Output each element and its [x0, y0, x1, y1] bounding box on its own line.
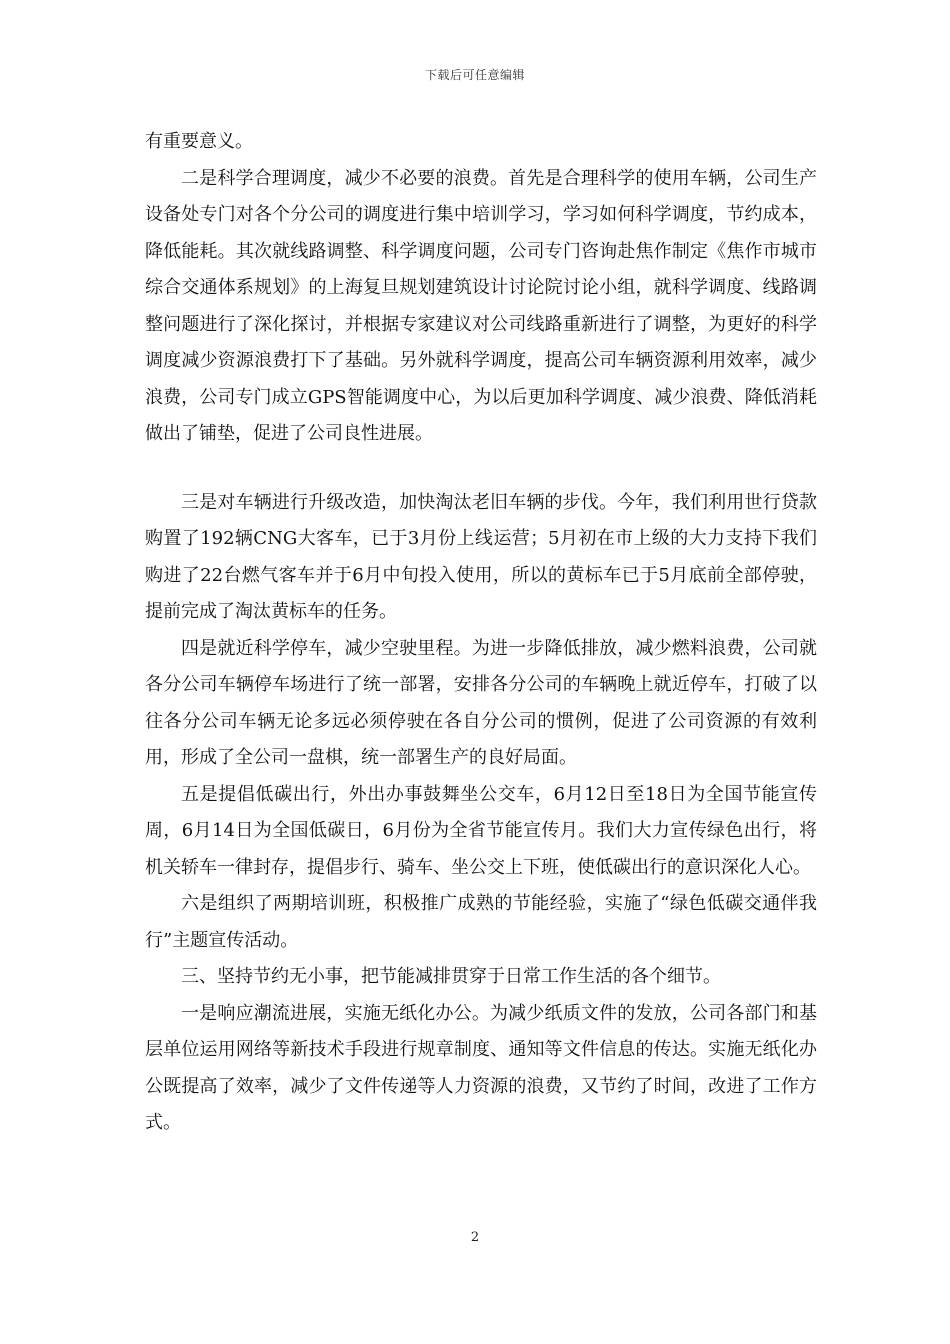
paragraph-vehicle-upgrade: 三是对车辆进行升级改造，加快淘汰老旧车辆的步伐。今年，我们利用世行贷款购置了192辆CNG大客车，已于3月份上线运营；5月初在市上级的大力支持下我们购进了22台燃气客车并于6月中旬投入使用，所以的黄标车已于5月底前全部停驶，提前完成了淘汰黄标车的任务。	[145, 491, 817, 622]
paragraph-parking: 四是就近科学停车，减少空驶里程。为进一步降低排放，减少燃料浪费，公司就各分公司车辆停车场进行了统一部署，安排各分公司的车辆晚上就近停车，打破了以往各分公司车辆无论多远必须停驶在各自分公司的惯例，促进了公司资源的有效利用，形成了全公司一盘棋，统一部署生产的良好局面。	[145, 637, 817, 768]
paragraph-gap	[145, 453, 817, 485]
paragraph-training: 六是组织了两期培训班，积极推广成熟的节能经验，实施了“绿色低碳交通伴我行”主题宣传活动。	[145, 893, 817, 951]
paragraph-continuation: 有重要意义。	[145, 131, 253, 152]
section-heading-three: 三、坚持节约无小事，把节能减排贯穿于日常工作生活的各个细节。	[181, 966, 721, 987]
page-header: 下载后可任意编辑	[424, 68, 525, 82]
paragraph-paperless: 一是响应潮流进展，实施无纸化办公。为减少纸质文件的发放，公司各部门和基层单位运用网络等新技术手段进行规章制度、通知等文件信息的传达。实施无纸化办公既提高了效率，减少了文件传递等人力资源的浪费，又节约了时间，改进了工作方式。	[145, 1002, 817, 1133]
paragraph-scheduling: 二是科学合理调度，减少不必要的浪费。首先是合理科学的使用车辆，公司生产设备处专门对各个分公司的调度进行集中培训学习，学习如何科学调度，节约成本，降低能耗。其次就线路调整、科学调度问题，公司专门咨询赴焦作制定《焦作市城市综合交通体系规划》的上海复旦规划建筑设计讨论院讨论小组，就科学调度、线路调整问题进行了深化探讨，并根据专家建议对公司线路重新进行了调整，为更好的科学调度减少资源浪费打下了基础。另外就科学调度，提高公司车辆资源利用效率，减少浪费，公司专门成立GPS智能调度中心，为以后更加科学调度、减少浪费、降低消耗做出了铺垫，促进了公司良性进展。	[145, 167, 817, 444]
page-number: 2	[470, 1230, 480, 1245]
paragraph-low-carbon: 五是提倡低碳出行，外出办事鼓舞坐公交车，6月12日至18日为全国节能宣传周，6月14日为全国低碳日，6月份为全省节能宣传月。我们大力宣传绿色出行，将机关轿车一律封存，提倡步行、骑车、坐公交上下班，使低碳出行的意识深化人心。	[145, 783, 817, 878]
document-body	[145, 124, 817, 1142]
